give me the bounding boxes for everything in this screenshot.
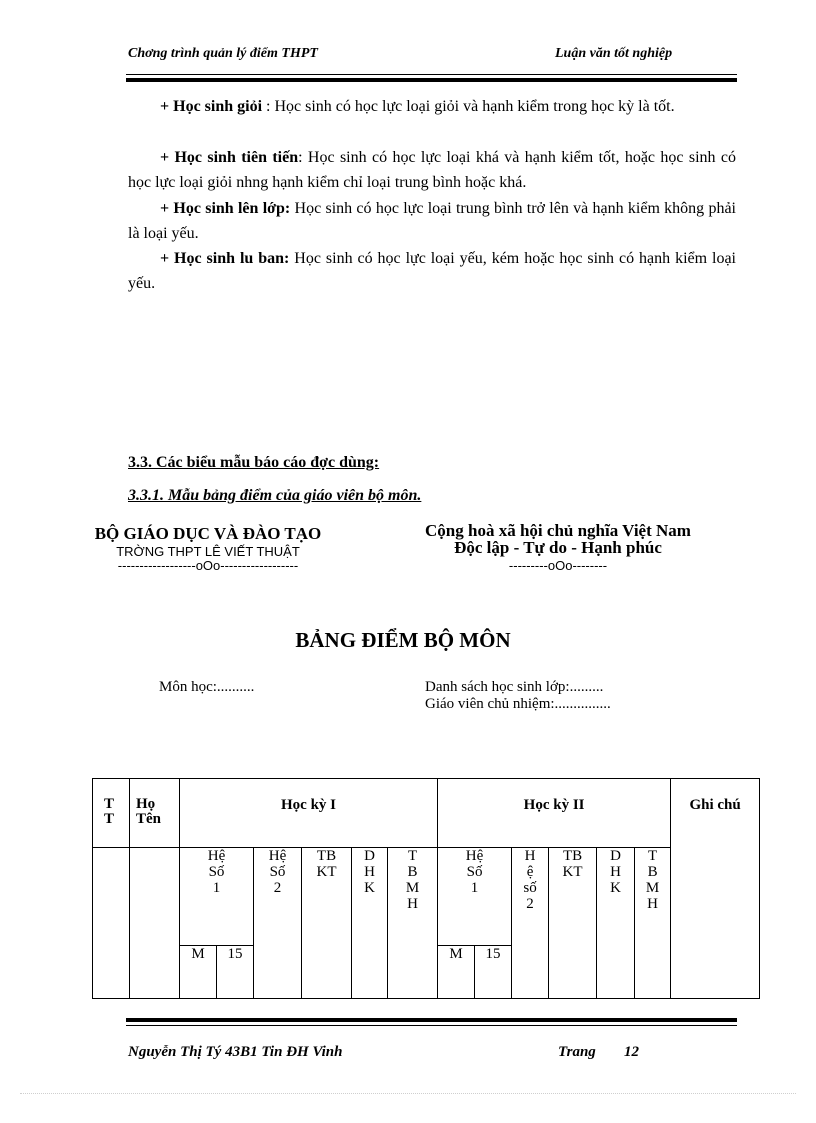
paragraph-term: + Học sinh lên lớp: [160,200,291,217]
t2-tbkt: TB KT [549,848,597,999]
paragraph-term: + Học sinh giỏi [160,98,263,115]
t2-tbmh: T B M H [635,848,671,999]
sheet-title: BẢNG ĐIỂM BỘ MÔN [295,628,511,652]
footer-page-number: 12 [624,1044,639,1060]
school-name: TRỜNG THPT LÊ VIẾT THUẬT [116,544,300,559]
national-motto: Độc lập - Tự do - Hạnh phúc [454,538,662,557]
paragraph-len-lop [128,196,736,246]
cell-name [130,848,180,999]
paragraph-lu-ban [128,246,736,296]
t1-tbkt: TB KT [302,848,352,999]
t2-he-so-2: H ệ số 2 [512,848,549,999]
section-heading: 3.3. Các biểu mẫu báo cáo đợc dùng: [128,454,380,471]
paragraph-text: Học sinh có học lực loại trung bình trở lên và hạnh kiểm không phải là loại yếu. [128,200,737,242]
footer-author: Nguyễn Thị Tý 43B1 Tin ĐH Vinh [128,1044,343,1060]
homeroom-line: Giáo viên chủ nhiệm:............... [425,696,611,712]
footer-rule-thick [126,1018,737,1022]
header-rule-thin [126,74,737,75]
col-header-term1: Học kỳ I [180,779,438,848]
header-rule-thick [126,78,737,82]
class-list-line: Danh sách học sinh lớp:......... [425,679,604,695]
header-left: Chơng trình quản lý điểm THPT [128,46,318,61]
grade-table [92,778,760,999]
paragraph-text: : Học sinh có học lực loại giỏi và hạnh kiểm trong học kỳ là tốt. [262,98,675,115]
t1-he-so-2: Hệ Số 2 [254,848,302,999]
t2-dhk: D H K [597,848,635,999]
paragraph-term: + Học sinh lu ban: [160,250,290,267]
footer-page-label: Trang [558,1044,596,1060]
t1-dhk: D H K [352,848,388,999]
subject-line: Môn học:.......... [159,679,255,695]
republic-name: Cộng hoà xã hội chủ nghĩa Việt Nam [425,521,691,540]
t1-he-so-1: Hệ Số 1 [180,848,254,946]
footer-rule-thin [126,1025,737,1026]
t2-he-so-1: Hệ Số 1 [438,848,512,946]
paragraph-text: : Học sinh có học lực loại khá và hạnh kiểm tốt, hoặc học sinh có học lực loại giỏi nhng hạnh kiểm chỉ loại trung bình hoặc khá. [128,149,736,191]
left-separator: ------------------oOo------------------ [117,558,299,573]
col-header-tt: T T [93,779,130,848]
paragraph-text: Học sinh có học lực loại yếu, kém hoặc học sinh có hạnh kiểm loại yếu. [128,250,736,292]
header-right: Luận văn tốt nghiệp [555,46,673,61]
t2-m-cell: M [438,946,475,999]
t1-tbmh: T B M H [388,848,438,999]
page-edge [20,1093,796,1094]
t1-m-cell: M [180,946,217,999]
t2-m15-cell: 15 [475,946,512,999]
t1-m15-cell: 15 [217,946,254,999]
right-separator: ---------oOo-------- [508,558,608,573]
ministry-name: BỘ GIÁO DỤC VÀ ĐÀO TẠO [94,524,322,543]
col-header-name: Họ Tên [130,779,180,848]
col-header-term2: Học kỳ II [438,779,671,848]
section-subheading: 3.3.1. Mẫu bảng điểm của giáo viên bộ môn. [128,487,422,504]
col-header-note: Ghi chú [671,779,760,999]
cell-tt [93,848,130,999]
paragraph-gioi [128,94,736,119]
paragraph-tien-tien [128,145,736,195]
paragraph-term: + Học sinh tiên tiến [160,149,299,166]
